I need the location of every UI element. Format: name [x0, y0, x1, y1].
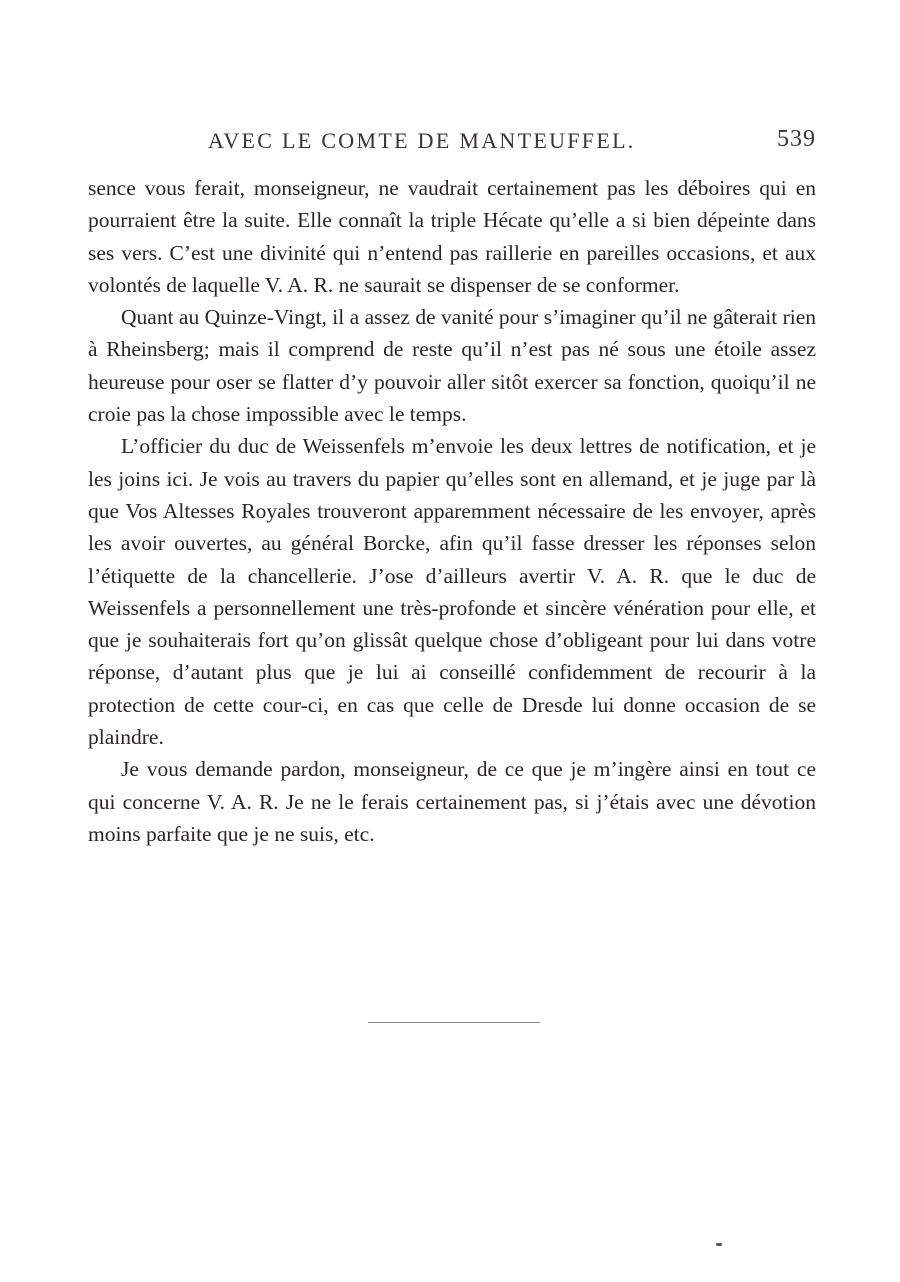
paragraph-continuation: sence vous ferait, monseigneur, ne vaudrait certainement pas les déboires qui en pourraient être la suite. Elle connaît la triple Hécate qu’elle a si bien dépeinte dans ses vers. C’est une divinité qui n’entend pas raillerie en pareilles occasions, et aux volontés de laquelle V. A. R. ne saurait se dispenser de se conformer.: [88, 176, 816, 297]
paragraph-quinze-vingt: Quant au Quinze-Vingt, il a assez de vanité pour s’imaginer qu’il ne gâterait rien à Rheinsberg; mais il comprend de reste qu’il n’est pas né sous une étoile assez heureuse pour oser se flatter d’y pouvoir aller sitôt exercer sa fonction, quoiqu’il ne croie pas la chose impossible avec le temps.: [88, 305, 816, 427]
paragraph-closing: Je vous demande pardon, monseigneur, de ce que je m’ingère ainsi en tout ce qui concerne V. A. R. Je ne le ferais certainement pas, si j’étais avec une dévotion moins parfaite que je ne suis, etc.: [88, 757, 816, 846]
running-head: AVEC LE COMTE DE MANTEUFFEL.: [208, 128, 636, 153]
letter-body: [88, 172, 816, 850]
paragraph-weissenfels: L’officier du duc de Weissenfels m’envoie les deux lettres de notification, et je les joins ici. Je vois au travers du papier qu’elles sont en allemand, et je juge par là que Vos Altesses Royales trouveront apparemment nécessaire de les envoyer, après les avoir ouvertes, au général Borcke, afin qu’il fasse dresser les réponses selon l’étiquette de la chancellerie. J’ose d’ailleurs avertir V. A. R. que le duc de Weissenfels a personnellement une très-profonde et sincère vénération pour elle, et que je souhaiterais fort qu’on glissât quelque chose d’obligeant pour lui dans votre réponse, d’autant plus que je lui ai conseillé confidemment de recourir à la protection de cette cour-ci, en cas que celle de Dresde lui donne occasion de se plaindre.: [88, 434, 816, 750]
section-divider-rule: [368, 1022, 540, 1023]
ink-speck: [716, 1243, 722, 1246]
page-number: 539: [777, 126, 816, 152]
page-header: [88, 128, 816, 162]
